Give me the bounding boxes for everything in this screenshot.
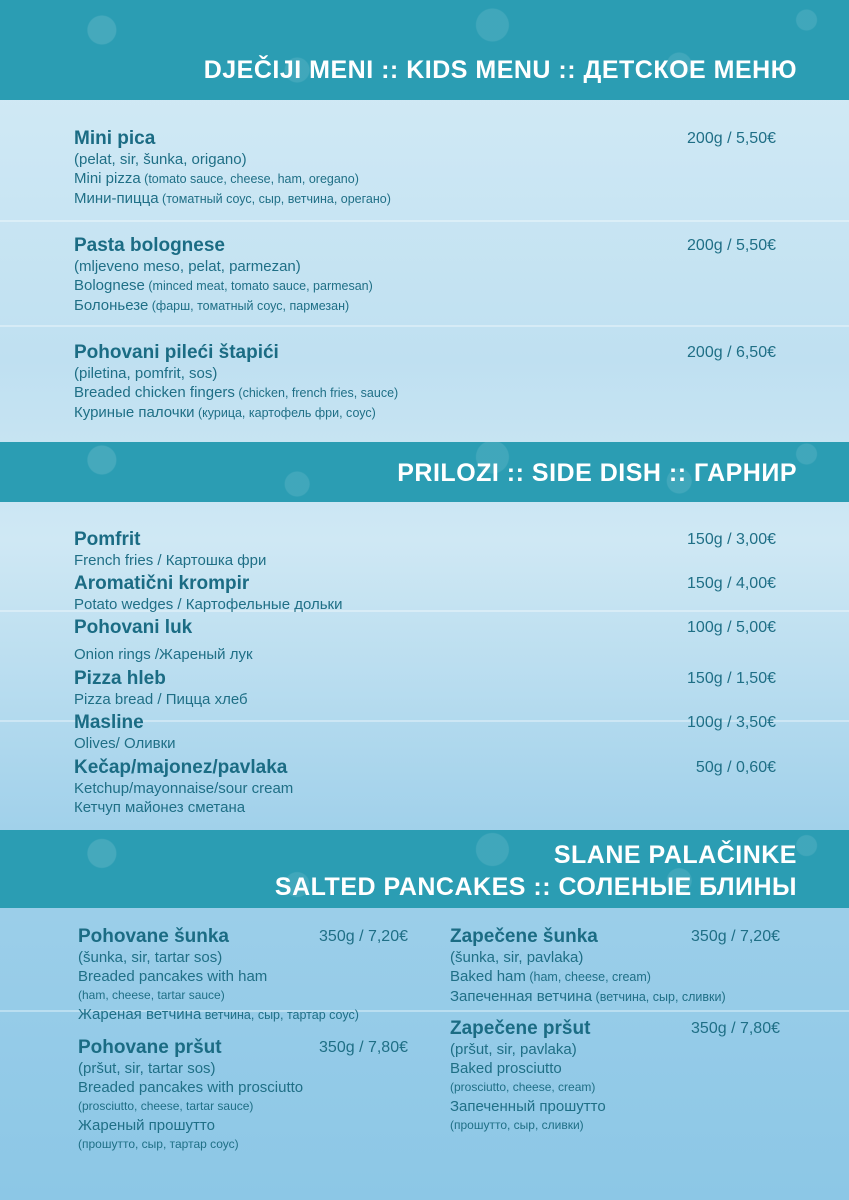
item-price: 200g / 5,50€ [687, 130, 776, 147]
item-name: Zapečene pršut [450, 1018, 591, 1039]
item-desc-en: Baked ham (ham, cheese, cream) [450, 968, 651, 985]
menu-item [78, 926, 408, 1025]
item-name: Pohovane pršut [78, 1037, 222, 1058]
item-ingredients-ru: (прошутто, сыр, тартар соус) [78, 1137, 239, 1151]
item-name: Pomfrit [74, 529, 141, 550]
menu-item [74, 757, 776, 817]
item-desc-en: Baked prosciutto [450, 1060, 562, 1077]
item-ingredients-local: (pršut, sir, tartar sos) [78, 1060, 216, 1077]
menu-item [74, 668, 776, 709]
menu-item [74, 235, 776, 316]
item-desc-ru: Запеченная ветчина (ветчина, сыр, сливки) [450, 988, 726, 1005]
wood-texture-line [0, 220, 849, 222]
item-price: 100g / 5,00€ [687, 619, 776, 636]
item-price: 350g / 7,20€ [319, 928, 408, 945]
item-desc-ru: Кетчуп майонез сметана [74, 799, 246, 816]
item-price: 150g / 4,00€ [687, 575, 776, 592]
menu-item [74, 128, 776, 209]
wood-texture-line [0, 325, 849, 327]
item-desc: Pizza bread / Пицца хлеб [74, 691, 248, 708]
menu-item [74, 617, 776, 664]
menu-item [74, 342, 776, 423]
item-desc-en: Mini pizza (tomato sauce, cheese, ham, oregano) [74, 170, 359, 187]
pancakes-title-en-ru: SALTED PANCAKES :: СОЛЕНЫЕ БЛИНЫ [274, 873, 797, 901]
item-name: Pohovane šunka [78, 926, 229, 947]
item-name: Pohovani pilеći štapići [74, 342, 279, 363]
item-desc: Potato wedges / Картофельные дольки [74, 596, 343, 613]
kids-menu-title: DJEČIJI MENI :: KIDS MENU :: ДЕТСКОЕ МЕНЮ [203, 56, 797, 84]
item-price: 350g / 7,80€ [319, 1039, 408, 1056]
item-ingredients-local: (pršut, sir, pavlaka) [450, 1041, 577, 1058]
item-desc-ru: Запеченный прошутто [450, 1098, 606, 1115]
item-desc: Ketchup/mayonnaise/sour cream [74, 780, 294, 797]
item-ingredients-en: (prosciutto, cheese, cream) [450, 1080, 596, 1094]
menu-item [450, 926, 780, 1007]
item-desc-en: Bolognese (minced meat, tomato sauce, parmesan) [74, 277, 373, 294]
item-desc-ru: Жареная ветчина ветчина, сыр, тартар соус) [78, 1006, 359, 1023]
item-desc-en: Breaded pancakes with ham [78, 968, 268, 985]
item-price: 50g / 0,60€ [695, 759, 776, 776]
item-ingredients-ru: (прошутто, сыр, сливки) [450, 1118, 584, 1132]
item-price: 350g / 7,20€ [691, 928, 780, 945]
menu-item [74, 712, 776, 753]
item-ingredients-en: (ham, cheese, tartar sauce) [78, 988, 225, 1002]
menu-item [450, 1018, 780, 1135]
item-price: 150g / 3,00€ [687, 531, 776, 548]
pancakes-title-local: SLANE PALAČINKE [553, 841, 797, 869]
item-price: 200g / 6,50€ [687, 344, 776, 361]
side-dish-title: PRILOZI :: SIDE DISH :: ГАРНИР [397, 459, 797, 487]
pancakes-header-band [0, 830, 849, 908]
item-price: 150g / 1,50€ [687, 670, 776, 687]
item-desc-ru: Мини-пицца (томатный соус, сыр, ветчина, орегано) [74, 190, 391, 207]
item-price: 350g / 7,80€ [691, 1020, 780, 1037]
item-price: 200g / 5,50€ [687, 237, 776, 254]
item-desc: Onion rings /Жареный лук [74, 646, 253, 663]
item-price: 100g / 3,50€ [687, 714, 776, 731]
item-name: Masline [74, 712, 144, 733]
item-desc-ru: Болоньезе (фарш, томатный соус, пармезан) [74, 297, 350, 314]
item-ingredients-local: (mljeveno meso, pelat, parmezan) [74, 258, 301, 275]
item-name: Zapečene šunka [450, 926, 598, 947]
kids-menu-header-band [0, 0, 849, 100]
item-desc-ru: Куриные палочки (курица, картофель фри, соус) [74, 404, 376, 421]
item-name: Pohovani luk [74, 617, 193, 638]
item-ingredients-local: (pelat, sir, šunka, origano) [74, 151, 247, 168]
item-name: Aromatični krompir [74, 573, 250, 594]
item-desc-en: Breaded pancakes with prosciutto [78, 1079, 304, 1096]
item-name: Kečap/majonez/pavlaka [74, 757, 288, 778]
menu-item [74, 529, 776, 570]
menu-item [78, 1037, 408, 1154]
item-name: Pizza hleb [74, 668, 166, 689]
item-name: Pasta bolognese [74, 235, 225, 256]
item-desc: French fries / Картошка фри [74, 552, 267, 569]
item-desc: Olives/ Оливки [74, 735, 176, 752]
side-dish-header-band [0, 442, 849, 502]
item-ingredients-en: (prosciutto, cheese, tartar sauce) [78, 1099, 254, 1113]
item-name: Mini pica [74, 128, 156, 149]
item-desc-en: Breaded chicken fingers (chicken, french fries, sauce) [74, 384, 399, 401]
item-ingredients-local: (šunka, sir, pavlaka) [450, 949, 584, 966]
item-desc-ru: Жареный прошутто [78, 1117, 215, 1134]
item-ingredients-local: (šunka, sir, tartar sos) [78, 949, 223, 966]
item-ingredients-local: (piletina, pomfrit, sos) [74, 365, 218, 382]
menu-item [74, 573, 776, 614]
